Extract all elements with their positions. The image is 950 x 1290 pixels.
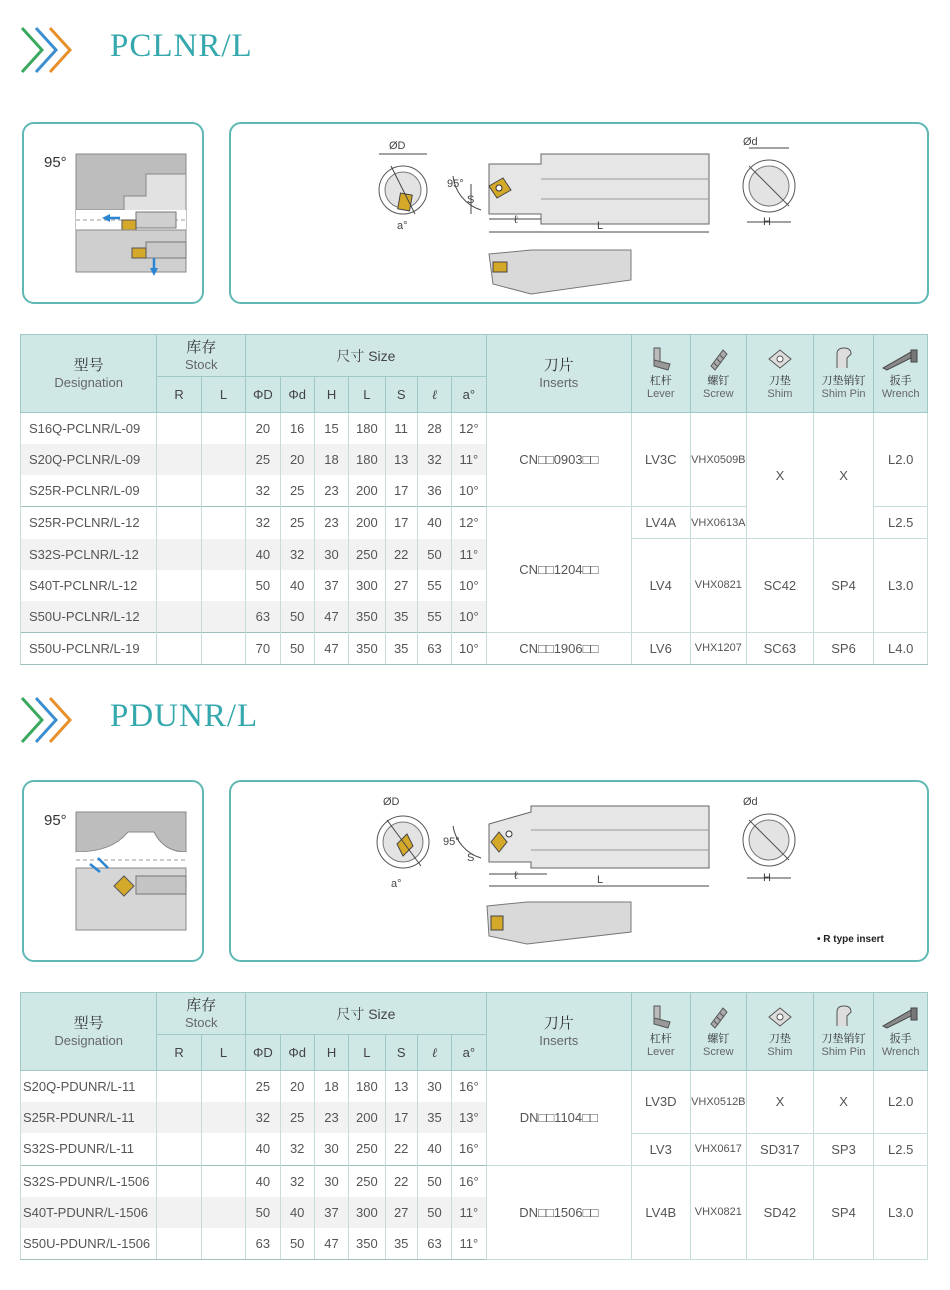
angle-label: 95° — [44, 154, 67, 171]
spec-table-pdunr — [20, 992, 928, 1260]
s-label: S — [467, 852, 475, 864]
table-row: S32S-PCLNR/L-12 40 32 30 250 22 50 11° LV4 VHX0821 SC42 SP4 L3.0 — [21, 539, 928, 570]
designation-header: 型号 Designation — [21, 993, 157, 1071]
wrench-icon — [881, 1004, 921, 1030]
lever-header: 杠杆 Lever — [631, 335, 690, 413]
shim-pin-cell: SP4 — [813, 1165, 874, 1259]
shim-cell: SD317 — [747, 1133, 814, 1165]
size-col-header: ℓ — [417, 1035, 451, 1071]
wrench-cell: L2.5 — [874, 1133, 928, 1165]
shim-cell: X — [747, 1071, 814, 1134]
shim-cell: SD42 — [747, 1165, 814, 1259]
size-col-header: L — [349, 377, 385, 413]
section-header — [0, 690, 950, 750]
chevrons-icon — [20, 24, 82, 76]
s-label: S — [467, 194, 475, 206]
insert-cell: CN□□1906□□ — [486, 632, 631, 664]
size-col-header: ℓ — [417, 377, 451, 413]
size-col-header: S — [385, 1035, 417, 1071]
operation-illustration — [22, 122, 204, 304]
size-col-header: a° — [452, 377, 486, 413]
od-label: ØD — [383, 796, 400, 808]
shim-pin-cell: SP4 — [813, 539, 874, 633]
size-col-header: a° — [452, 1035, 486, 1071]
screw-icon — [705, 346, 731, 372]
screw-cell: VHX1207 — [690, 632, 747, 664]
table-row: S40T-PDUNR/L-1506 50 40 37 300 27 50 11° — [21, 1197, 928, 1228]
section-pdunr — [0, 680, 950, 1280]
stock-r-header: R — [157, 377, 201, 413]
designation-header: 型号 Designation — [21, 335, 157, 413]
operation-illustration — [22, 780, 204, 962]
table-row: S25R-PDUNR/L-11 32 25 23 200 17 35 13° — [21, 1102, 928, 1133]
sd-label: Ød — [743, 136, 758, 148]
r-type-note: • R type insert — [817, 934, 884, 945]
table-row: S16Q-PCLNR/L-09 20 16 15 180 11 28 12° CN□□0903□□ LV3C VHX0509B X X L2.0 — [21, 413, 928, 445]
section-title: PCLNR/L — [110, 28, 253, 64]
lever-cell: LV6 — [631, 632, 690, 664]
size-col-header: ΦD — [246, 377, 280, 413]
lever-cell: LV4B — [631, 1165, 690, 1259]
sd-label: Ød — [743, 796, 758, 808]
angle-label: 95° — [447, 178, 464, 190]
screw-header: 螺钉 Screw — [690, 335, 747, 413]
lever-icon — [648, 346, 674, 372]
shim-pin-cell: X — [813, 413, 874, 539]
table-row: S32S-PDUNR/L-1506 40 32 30 250 22 50 16° DN□□1506□□ LV4B VHX0821 SD42 SP4 L3.0 — [21, 1165, 928, 1197]
screw-cell: VHX0617 — [690, 1133, 747, 1165]
table-row: S32S-PDUNR/L-11 40 32 30 250 22 40 16° LV3 VHX0617 SD317 SP3 L2.5 — [21, 1133, 928, 1165]
screw-cell: VHX0821 — [690, 1165, 747, 1259]
wrench-icon — [881, 346, 921, 372]
wrench-cell: L3.0 — [874, 539, 928, 633]
size-col-header: H — [314, 1035, 348, 1071]
table-row: S50U-PDUNR/L-1506 63 50 47 350 35 63 11° — [21, 1228, 928, 1260]
size-col-header: Φd — [280, 1035, 314, 1071]
a-label: a° — [391, 878, 402, 890]
stock-l-header: L — [201, 377, 245, 413]
wrench-cell: L4.0 — [874, 632, 928, 664]
shim-pin-icon — [831, 1004, 857, 1030]
lever-icon — [648, 1004, 674, 1030]
shim-icon — [767, 346, 793, 372]
shim-pin-header: 刀垫销钉 Shim Pin — [813, 993, 874, 1071]
shim-cell: SC63 — [747, 632, 814, 664]
size-col-header: L — [349, 1035, 385, 1071]
l-label: ℓ — [514, 214, 518, 226]
shim-cell: SC42 — [747, 539, 814, 633]
table-row: S25R-PCLNR/L-12 32 25 23 200 17 40 12° CN□□1204□□ LV4A VHX0613A L2.5 — [21, 507, 928, 539]
lever-header: 杠杆 Lever — [631, 993, 690, 1071]
inserts-header: 刀片 Inserts — [486, 993, 631, 1071]
H-label: H — [763, 216, 771, 228]
shim-cell: X — [747, 413, 814, 539]
lever-cell: LV4A — [631, 507, 690, 539]
screw-cell: VHX0509B — [690, 413, 747, 507]
lever-cell: LV4 — [631, 539, 690, 633]
size-header: 尺寸 Size — [246, 335, 486, 377]
screw-header: 螺钉 Screw — [690, 993, 747, 1071]
table-row: S40T-PCLNR/L-12 50 40 37 300 27 55 10° — [21, 570, 928, 601]
lever-cell: LV3 — [631, 1133, 690, 1165]
screw-icon — [705, 1004, 731, 1030]
wrench-cell: L3.0 — [874, 1165, 928, 1259]
table-row: S50U-PCLNR/L-12 63 50 47 350 35 55 10° — [21, 601, 928, 633]
wrench-cell: L2.5 — [874, 507, 928, 539]
technical-drawing — [229, 780, 929, 962]
table-row: S20Q-PCLNR/L-09 25 20 18 180 13 32 11° — [21, 444, 928, 475]
table-row: S20Q-PDUNR/L-11 25 20 18 180 13 30 16° DN□□1104□□ LV3D VHX0512B X X L2.0 — [21, 1071, 928, 1103]
shim-header: 刀垫 Shim — [747, 335, 814, 413]
size-col-header: Φd — [280, 377, 314, 413]
chevrons-icon — [20, 694, 82, 746]
screw-cell: VHX0512B — [690, 1071, 747, 1134]
size-col-header: H — [314, 377, 348, 413]
shim-icon — [767, 1004, 793, 1030]
table-row: S25R-PCLNR/L-09 32 25 23 200 17 36 10° — [21, 475, 928, 507]
section-title: PDUNR/L — [110, 698, 259, 734]
stock-r-header: R — [157, 1035, 201, 1071]
screw-cell: VHX0613A — [690, 507, 747, 539]
L-label: L — [597, 874, 604, 886]
size-col-header: ΦD — [246, 1035, 280, 1071]
technical-drawing — [229, 122, 929, 304]
insert-cell: DN□□1506□□ — [486, 1165, 631, 1259]
shim-header: 刀垫 Shim — [747, 993, 814, 1071]
L-label: L — [597, 220, 604, 232]
l-label: ℓ — [514, 870, 518, 882]
wrench-header: 扳手 Wrench — [874, 993, 928, 1071]
shim-pin-header: 刀垫销钉 Shim Pin — [813, 335, 874, 413]
section-header — [0, 20, 950, 80]
insert-cell: CN□□0903□□ — [486, 413, 631, 507]
shim-pin-cell: X — [813, 1071, 874, 1134]
shim-pin-cell: SP3 — [813, 1133, 874, 1165]
size-col-header: S — [385, 377, 417, 413]
a-label: a° — [397, 220, 408, 232]
shim-pin-cell: SP6 — [813, 632, 874, 664]
stock-header: 库存 Stock — [157, 335, 246, 377]
wrench-cell: L2.0 — [874, 413, 928, 507]
angle-label: 95° — [443, 836, 460, 848]
size-header: 尺寸 Size — [246, 993, 486, 1035]
spec-table-pclnr — [20, 334, 928, 665]
screw-cell: VHX0821 — [690, 539, 747, 633]
insert-cell: CN□□1204□□ — [486, 507, 631, 633]
lever-cell: LV3D — [631, 1071, 690, 1134]
insert-cell: DN□□1104□□ — [486, 1071, 631, 1166]
inserts-header: 刀片 Inserts — [486, 335, 631, 413]
stock-header: 库存 Stock — [157, 993, 246, 1035]
table-row: S50U-PCLNR/L-19 70 50 47 350 35 63 10° CN□□1906□□ LV6 VHX1207 SC63 SP6 L4.0 — [21, 632, 928, 664]
wrench-header: 扳手 Wrench — [874, 335, 928, 413]
wrench-cell: L2.0 — [874, 1071, 928, 1134]
stock-l-header: L — [201, 1035, 245, 1071]
lever-cell: LV3C — [631, 413, 690, 507]
angle-label: 95° — [44, 812, 67, 829]
H-label: H — [763, 872, 771, 884]
od-label: ØD — [389, 140, 406, 152]
shim-pin-icon — [831, 346, 857, 372]
